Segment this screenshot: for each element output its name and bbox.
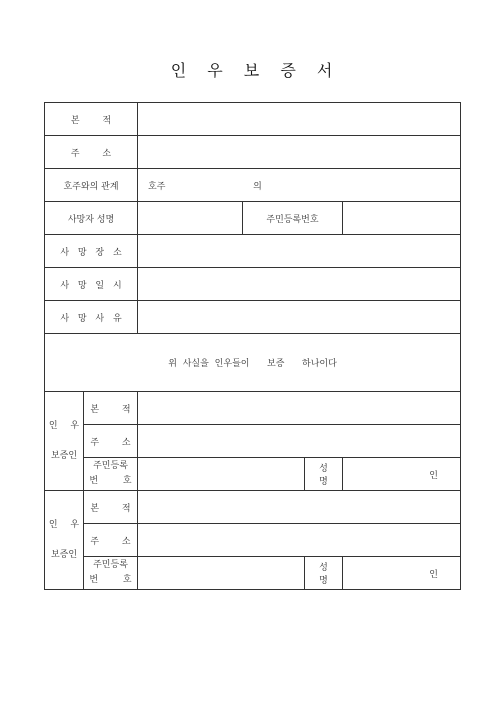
relation-of-text: 의 xyxy=(253,181,262,192)
guarantor-2-field-juso[interactable] xyxy=(138,524,461,557)
guarantor-1-reg-line2: 번 호 xyxy=(89,476,132,486)
guarantor-2-field-name[interactable] xyxy=(343,557,461,590)
guarantor-1-field-name[interactable] xyxy=(343,458,461,491)
label-death-date: 사 망 일 시 xyxy=(45,268,138,301)
row-death-place xyxy=(45,235,461,268)
row-death-date xyxy=(45,268,461,301)
field-deceased-name[interactable] xyxy=(138,202,243,235)
guarantor-1-field-juso[interactable] xyxy=(138,425,461,458)
guarantor-2-field-bonjeok[interactable] xyxy=(138,491,461,524)
row-statement xyxy=(45,334,461,392)
guarantor-2-seal-mark: 인 xyxy=(429,569,438,580)
row-relation xyxy=(45,169,461,202)
field-bonjeok[interactable] xyxy=(138,103,461,136)
guarantor-2-row-bonjeok xyxy=(45,491,461,524)
guarantor-2-label-line2: 보증인 xyxy=(50,550,78,560)
field-death-place[interactable] xyxy=(138,235,461,268)
label-juso: 주 소 xyxy=(45,136,138,169)
guarantor-1-row-reg xyxy=(45,458,461,491)
guarantor-1-row-juso xyxy=(45,425,461,458)
label-bonjeok: 본 적 xyxy=(45,103,138,136)
guarantor-1-label xyxy=(45,392,84,491)
label-relation: 호주와의 관계 xyxy=(45,169,138,202)
label-deceased-name: 사망자 성명 xyxy=(45,202,138,235)
label-death-place: 사 망 장 소 xyxy=(45,235,138,268)
page-title: 인 우 보 증 서 xyxy=(170,61,334,80)
label-death-reason: 사 망 사 유 xyxy=(45,301,138,334)
guarantor-2-field-reg[interactable] xyxy=(138,557,305,590)
guarantor-1-reg-line1: 주민등록 xyxy=(93,461,128,471)
guarantor-2-row-juso xyxy=(45,524,461,557)
guarantor-2-label-line1: 인 우 xyxy=(48,520,80,530)
guarantor-2-reg-line2: 번 호 xyxy=(89,575,132,585)
relation-head-text: 호주 xyxy=(148,181,166,192)
guarantor-2-label-name: 성 명 xyxy=(305,557,343,590)
guarantor-2-reg-line1: 주민등록 xyxy=(93,560,128,570)
field-resident-no[interactable] xyxy=(343,202,461,235)
guarantor-1-label-name: 성 명 xyxy=(305,458,343,491)
guarantor-2-row-reg xyxy=(45,557,461,590)
guarantor-1-seal-mark: 인 xyxy=(429,470,438,481)
guarantor-1-label-juso: 주 소 xyxy=(84,425,138,458)
row-deceased xyxy=(45,202,461,235)
guarantor-1-label-reg xyxy=(84,458,138,491)
certificate-form xyxy=(44,102,461,590)
field-death-reason[interactable] xyxy=(138,301,461,334)
guarantor-2-label-bonjeok: 본 적 xyxy=(84,491,138,524)
row-juso xyxy=(45,136,461,169)
label-resident-no: 주민등록번호 xyxy=(243,202,343,235)
guarantor-1-label-line1: 인 우 xyxy=(48,421,80,431)
field-relation[interactable] xyxy=(138,169,461,202)
field-juso[interactable] xyxy=(138,136,461,169)
guarantor-1-field-bonjeok[interactable] xyxy=(138,392,461,425)
guarantor-1-label-bonjeok: 본 적 xyxy=(84,392,138,425)
guarantor-1-row-bonjeok xyxy=(45,392,461,425)
guarantor-1-label-line2: 보증인 xyxy=(50,451,78,461)
guarantor-2-label-juso: 주 소 xyxy=(84,524,138,557)
field-death-date[interactable] xyxy=(138,268,461,301)
statement-text: 위 사실을 인우들이 보증 하나이다 xyxy=(45,334,461,392)
guarantor-1-field-reg[interactable] xyxy=(138,458,305,491)
guarantor-2-label-reg xyxy=(84,557,138,590)
row-death-reason xyxy=(45,301,461,334)
row-bonjeok xyxy=(45,103,461,136)
guarantor-2-label xyxy=(45,491,84,590)
